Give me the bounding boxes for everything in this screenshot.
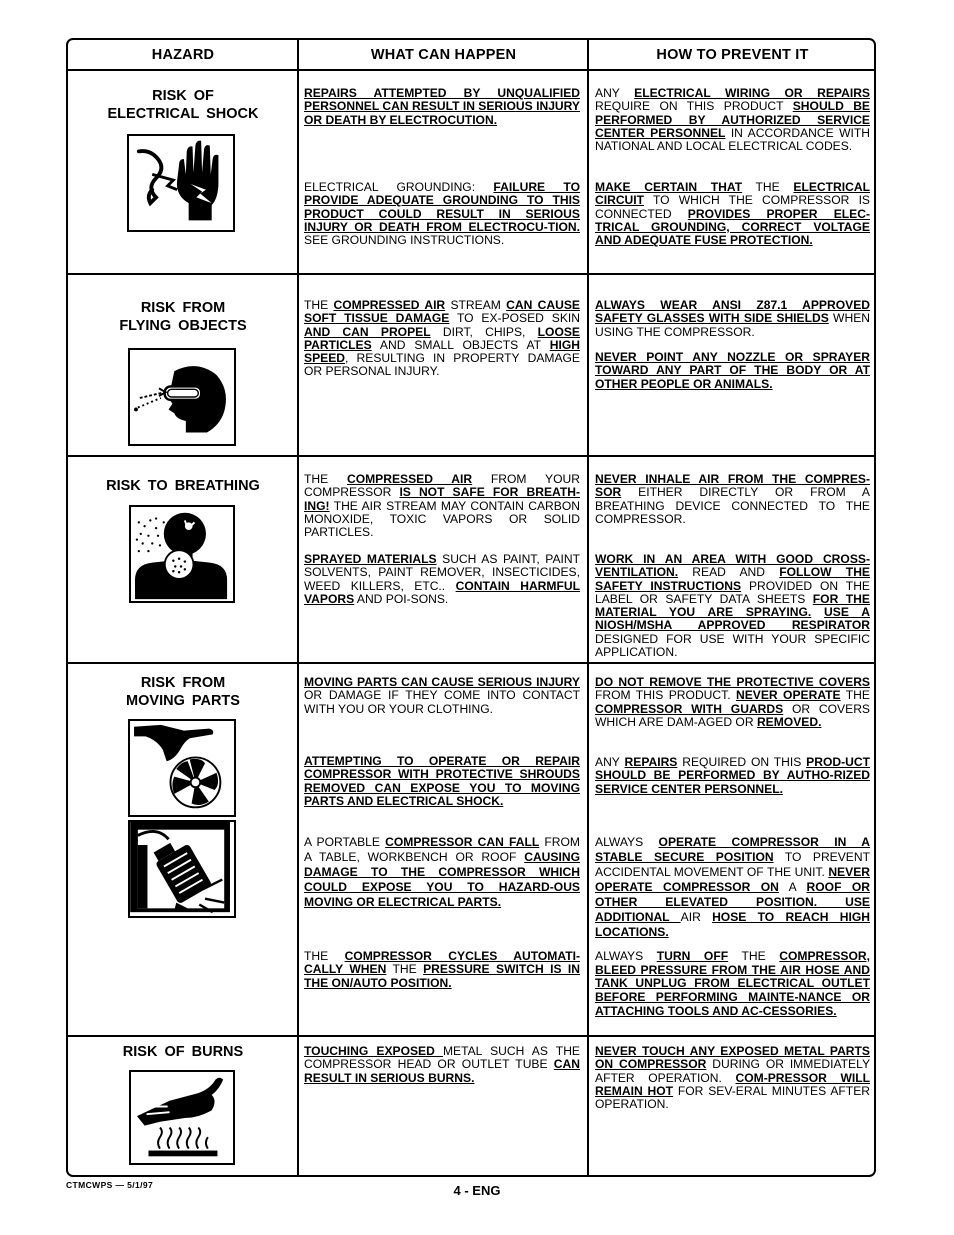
- body-text: THE: [728, 949, 780, 963]
- what-paragraph: [304, 181, 580, 247]
- body-text: AND SMALL OBJECTS AT: [371, 337, 550, 352]
- hazard-title-line: RISK FROM: [140, 675, 226, 691]
- emphasized-text: TURN OFF: [656, 949, 729, 963]
- emphasized-text: ALWAYS WEAR ANSI Z87.1 APPROVED SAFETY GLASSES WITH SIDE SHIELDS: [595, 298, 870, 326]
- emphasized-text: USE A NIOSH/MSHA APPROVED RESPIRATOR: [595, 605, 870, 633]
- body-text: IN ACCORDANCE WITH NATIONAL AND LOCAL ELECTRICAL CODES.: [595, 125, 870, 154]
- emphasized-text: CAN CAUSE SOFT TISSUE DAMAGE: [304, 298, 580, 326]
- emphasized-text: HIGH SPEED: [304, 337, 580, 366]
- body-text: TO PREVENT ACCIDENTAL MOVEMENT OF THE UNIT.: [595, 850, 870, 879]
- body-text: DURING OR IMMEDIATELY AFTER OPERATION.: [595, 1057, 871, 1085]
- how-paragraph: [595, 756, 870, 796]
- emphasized-text: AND CAN PROPEL: [304, 324, 431, 339]
- emphasized-text: ATTEMPTING TO OPERATE OR REPAIR COMPRESSOR WITH PROTECTIVE SHROUDS REMOVED CAN EXPOSE YOU TO MOVING PARTS AND ELECTRICAL SHOCK.: [304, 754, 580, 808]
- body-text: THE: [304, 472, 347, 486]
- emphasized-text: COM-PRESSOR WILL REMAIN HOT: [595, 1070, 870, 1098]
- emphasized-text: ELECTRICAL CIRCUIT: [595, 180, 870, 208]
- hand-fan-blade-icon: [128, 719, 236, 817]
- table-row: [68, 275, 874, 457]
- emphasized-text: NEVER INHALE AIR FROM THE COMPRES-SOR: [595, 472, 870, 500]
- electrical-shock-hand-icon: [127, 134, 235, 232]
- emphasized-text: DO NOT REMOVE THE PROTECTIVE COVERS: [595, 675, 870, 689]
- body-text: THE: [386, 962, 424, 977]
- table-row: [68, 457, 874, 664]
- body-text: THE: [304, 949, 345, 963]
- hazard-cell: [68, 457, 298, 662]
- body-text: OR DAMAGE IF THEY COME INTO CONTACT WITH YOU OR YOUR CLOTHING.: [304, 688, 580, 716]
- body-text: A PORTABLE: [304, 835, 386, 849]
- emphasized-text: PRESSURE SWITCH IS IN THE ON/AUTO POSITION.: [304, 962, 580, 990]
- hazard-table: [66, 38, 876, 1177]
- body-text: ELECTRICAL GROUNDING:: [304, 180, 494, 194]
- header-hazard: HAZARD: [151, 47, 215, 63]
- what-cell: [304, 457, 580, 662]
- body-text: OR COVERS WHICH ARE DAM-AGED OR: [595, 701, 870, 729]
- hazard-title-line: RISK FROM: [140, 300, 226, 316]
- emphasized-text: COMPRESSOR WITH GUARDS: [595, 701, 784, 716]
- how-cell: [595, 457, 870, 662]
- body-text: [811, 605, 824, 619]
- hazard-title: [68, 477, 298, 495]
- how-paragraph: [595, 553, 870, 659]
- emphasized-text: PROD-UCT SHOULD BE PERFORMED BY AUTHO-RIZED SERVICE CENTER PERSONNEL.: [595, 755, 870, 796]
- emphasized-text: SHOULD BE PERFORMED BY AUTHORIZED SERVICE CENTER PERSONNEL: [595, 99, 870, 140]
- how-cell: [595, 275, 870, 455]
- what-cell: [304, 664, 580, 1035]
- emphasized-text: TOUCHING EXPOSED: [304, 1044, 443, 1058]
- how-paragraph: [595, 299, 870, 339]
- hazard-title: [68, 299, 298, 335]
- hazard-title-line: MOVING PARTS: [126, 693, 240, 709]
- body-text: EITHER DIRECTLY OR FROM A BREATHING DEVICE CONNECTED TO THE COMPRESSOR.: [595, 485, 870, 526]
- how-paragraph: [595, 835, 870, 940]
- how-paragraph: [595, 1045, 870, 1111]
- emphasized-text: REMOVED.: [756, 714, 822, 729]
- inhalation-hazard-icon: [129, 505, 235, 603]
- body-text: A: [778, 880, 807, 894]
- document-code: CTMCWPS — 5/1/97: [66, 1180, 154, 1190]
- emphasized-text: NEVER OPERATE: [735, 688, 841, 703]
- emphasized-text: OPERATE COMPRESSOR IN A STABLE SECURE POSITION: [595, 835, 870, 864]
- hazard-title: [68, 87, 298, 123]
- emphasized-text: REPAIRS ATTEMPTED BY UNQUALIFIED PERSONNEL CAN RESULT IN SERIOUS INJURY OR DEATH BY ELECTROCUTION.: [304, 86, 580, 127]
- body-text: DIRT, CHIPS,: [430, 324, 538, 339]
- what-paragraph: [304, 950, 580, 990]
- emphasized-text: MOVING PARTS CAN CAUSE SERIOUS INJURY: [304, 675, 580, 689]
- what-cell: [304, 71, 580, 273]
- body-text: THE: [742, 180, 794, 194]
- emphasized-text: PROVIDES PROPER ELEC-TRICAL GROUNDING, CORRECT VOLTAGE AND ADEQUATE FUSE PROTECTION.: [595, 206, 870, 248]
- body-text: READ AND: [678, 565, 780, 580]
- body-text: ALWAYS: [595, 835, 659, 849]
- table-row: [68, 1037, 874, 1177]
- emphasized-text: COMPRESSOR, BLEED PRESSURE FROM THE AIR HOSE AND TANK UNPLUG FROM ELECTRICAL OUTLET BEFORE PERFORMING MAINTE-NANCE OR ATTACHING TOOLS AND AC-CESSORIES.: [595, 949, 870, 1018]
- hazard-cell: [68, 71, 298, 273]
- emphasized-text: ELECTRICAL WIRING OR REPAIRS: [634, 86, 870, 100]
- hazard-title-line: RISK OF: [152, 88, 214, 104]
- emphasized-text: NEVER TOUCH ANY EXPOSED METAL PARTS ON COMPRESSOR: [595, 1044, 870, 1072]
- emphasized-text: HOSE TO REACH HIGH LOCATIONS.: [595, 910, 870, 939]
- body-text: SUCH AS PAINT, PAINT SOLVENTS, PAINT REMOVER, INSECTICIDES, WEED KILLERS, ETC..: [304, 552, 580, 593]
- body-text: TO WHICH THE COMPRESSOR IS CONNECTED: [595, 193, 870, 221]
- what-paragraph: [304, 473, 580, 539]
- emphasized-text: CAUSING DAMAGE TO THE COMPRESSOR WHICH COULD EXPOSE YOU TO HAZARD-OUS MOVING OR ELECTRICAL PARTS.: [304, 850, 580, 909]
- what-cell: [304, 1037, 580, 1177]
- body-text: AND POI-SONS.: [354, 591, 449, 606]
- body-text: , RESULTING IN PROPERTY DAMAGE OR PERSONAL INJURY.: [304, 351, 580, 379]
- what-paragraph: [304, 1045, 580, 1085]
- how-paragraph: [595, 676, 870, 729]
- emphasized-text: ROOF OR OTHER ELEVATED POSITION. USE ADDITIONAL: [595, 880, 871, 924]
- body-text: SEE GROUNDING INSTRUCTIONS.: [304, 233, 505, 248]
- body-text: FROM A TABLE, WORKBENCH OR ROOF: [304, 835, 580, 864]
- header-what-can-happen: WHAT CAN HAPPEN: [370, 47, 517, 63]
- emphasized-text: LOOSE PARTICLES: [304, 324, 580, 352]
- body-text: REQUIRE ON THIS PRODUCT: [595, 99, 793, 114]
- body-text: ANY: [595, 755, 625, 769]
- hazard-title-line: RISK OF BURNS: [122, 1044, 244, 1060]
- emphasized-text: COMPRESSOR CAN FALL: [385, 835, 540, 849]
- table-row: [68, 664, 874, 1037]
- body-text: WHEN USING THE COMPRESSOR.: [595, 311, 871, 339]
- how-paragraph: [595, 950, 870, 1019]
- emphasized-text: MAKE CERTAIN THAT: [595, 180, 743, 194]
- body-text: AIR: [680, 910, 713, 924]
- emphasized-text: WORK IN AN AREA WITH GOOD CROSS-VENTILATION.: [595, 552, 870, 580]
- what-paragraph: [304, 676, 580, 716]
- emphasized-text: REPAIRS: [624, 755, 678, 769]
- hot-surface-hand-icon: [129, 1070, 235, 1165]
- how-cell: [595, 664, 870, 1035]
- hazard-title-line: RISK TO BREATHING: [106, 478, 260, 494]
- hazard-title: [68, 1043, 298, 1061]
- emphasized-text: NEVER POINT ANY NOZZLE OR SPRAYER TOWARD ANY PART OF THE BODY OR AT OTHER PEOPLE OR ANIMALS.: [595, 350, 870, 391]
- emphasized-text: CAN RESULT IN SERIOUS BURNS.: [304, 1057, 580, 1085]
- body-text: FROM THIS PRODUCT.: [595, 688, 736, 703]
- body-text: ANY: [595, 86, 635, 100]
- table-header-row: [68, 40, 874, 71]
- how-cell: [595, 71, 870, 273]
- hazard-cell: [68, 1037, 298, 1177]
- how-cell: [595, 1037, 870, 1177]
- what-paragraph: [304, 299, 580, 379]
- what-cell: [304, 275, 580, 455]
- emphasized-text: SPRAYED MATERIALS: [304, 552, 437, 566]
- body-text: PROVIDED ON THE LABEL OR SAFETY DATA SHEETS: [595, 578, 870, 606]
- what-paragraph: [304, 87, 580, 127]
- how-paragraph: [595, 473, 870, 526]
- emphasized-text: CONTAIN HARMFUL VAPORS: [304, 578, 580, 606]
- emphasized-text: IS NOT SAFE FOR BREATH-ING!: [304, 485, 580, 513]
- body-text: ALWAYS: [595, 949, 657, 963]
- body-text: THE: [304, 298, 334, 312]
- what-paragraph: [304, 835, 580, 910]
- table-row: [68, 71, 874, 275]
- how-paragraph: [595, 351, 870, 391]
- emphasized-text: FAILURE TO PROVIDE ADEQUATE GROUNDING TO THIS PRODUCT COULD RESULT IN SERIOUS INJURY OR DEATH FROM ELECTROCU-TION.: [304, 180, 581, 234]
- body-text: REQUIRED ON THIS: [677, 755, 807, 769]
- falling-compressor-icon: [128, 820, 236, 918]
- body-text: DESIGNED FOR USE WITH YOUR SPECIFIC APPLICATION.: [595, 631, 870, 660]
- body-text: METAL SUCH AS THE COMPRESSOR HEAD OR OUTLET TUBE: [304, 1044, 580, 1072]
- hazard-title: [68, 674, 298, 710]
- body-text: THE: [840, 688, 870, 703]
- page-number: 4 - ENG: [453, 1183, 501, 1198]
- emphasized-text: COMPRESSED AIR: [346, 472, 473, 486]
- what-paragraph: [304, 755, 580, 808]
- hazard-title-line: FLYING OBJECTS: [119, 318, 247, 334]
- emphasized-text: COMPRESSOR CYCLES AUTOMATI-CALLY WHEN: [304, 949, 580, 977]
- emphasized-text: NEVER OPERATE COMPRESSOR ON: [595, 865, 870, 894]
- emphasized-text: FOLLOW THE SAFETY INSTRUCTIONS: [595, 565, 870, 593]
- how-paragraph: [595, 181, 870, 247]
- emphasized-text: COMPRESSED AIR: [333, 298, 446, 312]
- body-text: FOR SEV-ERAL MINUTES AFTER OPERATION.: [595, 1083, 870, 1112]
- safety-glasses-head-icon: [128, 348, 236, 446]
- how-paragraph: [595, 87, 870, 153]
- body-text: TO EX-POSED SKIN: [449, 311, 580, 326]
- hazard-cell: [68, 275, 298, 455]
- body-text: STREAM: [445, 298, 507, 312]
- body-text: FROM YOUR COMPRESSOR: [304, 472, 580, 500]
- hazard-cell: [68, 664, 298, 1035]
- body-text: THE AIR STREAM MAY CONTAIN CARBON MONOXIDE, TOXIC VAPORS OR SOLID PARTICLES.: [304, 498, 580, 540]
- emphasized-text: FOR THE MATERIAL YOU ARE SPRAYING.: [595, 591, 870, 620]
- what-paragraph: [304, 553, 580, 606]
- header-how-to-prevent: HOW TO PREVENT IT: [656, 47, 809, 63]
- hazard-title-line: ELECTRICAL SHOCK: [107, 106, 259, 122]
